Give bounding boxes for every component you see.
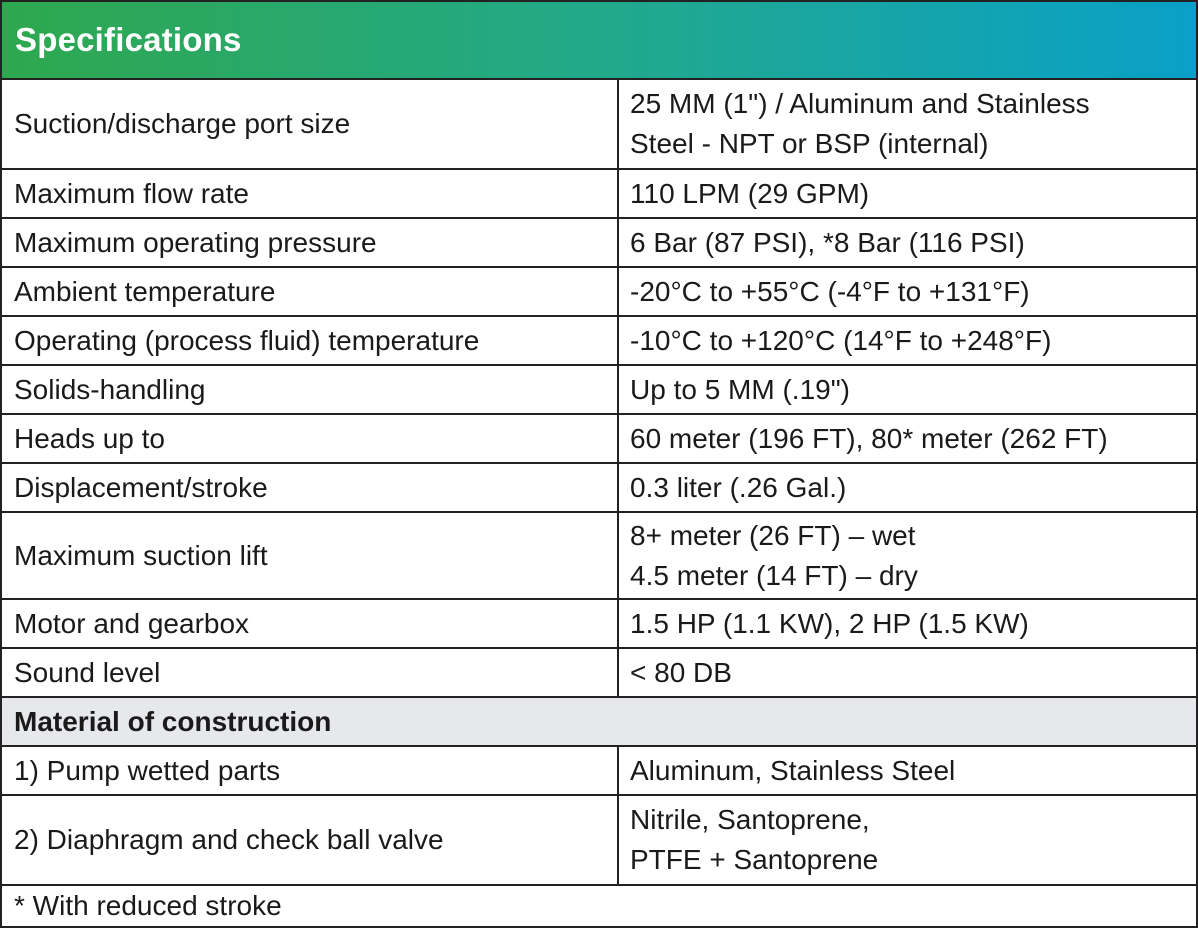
table-header xyxy=(2,2,1196,80)
spec-label: Solids-handling xyxy=(2,366,619,413)
spec-value-line: Steel - NPT or BSP (internal) xyxy=(630,128,989,159)
spec-label: Motor and gearbox xyxy=(2,600,619,647)
spec-value: -10°C to +120°C (14°F to +248°F) xyxy=(630,324,1052,356)
spec-value: 60 meter (196 FT), 80* meter (262 FT) xyxy=(630,422,1108,454)
spec-value xyxy=(619,80,1196,168)
spec-value: 0.3 liter (.26 Gal.) xyxy=(630,471,847,503)
spec-value: < 80 DB xyxy=(630,656,732,688)
spec-value: 110 LPM (29 GPM) xyxy=(630,177,870,209)
spec-label: Sound level xyxy=(2,649,619,696)
spec-value xyxy=(619,513,1196,598)
spec-value-line: 4.5 meter (14 FT) – dry xyxy=(630,559,918,591)
table-row xyxy=(2,600,1196,649)
material-value-line: Nitrile, Santoprene, xyxy=(630,804,870,835)
table-row xyxy=(2,170,1196,219)
table-row xyxy=(2,513,1196,600)
table-title: Specifications xyxy=(15,21,242,58)
spec-label: Ambient temperature xyxy=(2,268,619,315)
material-value xyxy=(619,796,1196,884)
spec-label: Maximum suction lift xyxy=(2,513,619,598)
table-row xyxy=(2,464,1196,513)
spec-label: Displacement/stroke xyxy=(2,464,619,511)
spec-value: 1.5 HP (1.1 KW), 2 HP (1.5 KW) xyxy=(630,607,1029,639)
material-label: 2) Diaphragm and check ball valve xyxy=(2,796,619,884)
spec-label: Maximum operating pressure xyxy=(2,219,619,266)
spec-value-line: 25 MM (1") / Aluminum and Stainless xyxy=(630,88,1090,119)
spec-value: Up to 5 MM (.19") xyxy=(630,373,850,405)
spec-label: Maximum flow rate xyxy=(2,170,619,217)
footnote-row xyxy=(2,886,1196,926)
table-row xyxy=(2,649,1196,698)
section-header-row xyxy=(2,698,1196,747)
spec-value: 6 Bar (87 PSI), *8 Bar (116 PSI) xyxy=(630,226,1025,258)
section-heading: Material of construction xyxy=(14,705,332,737)
table-row xyxy=(2,317,1196,366)
table-row xyxy=(2,80,1196,170)
spec-label: Heads up to xyxy=(2,415,619,462)
material-label: 1) Pump wetted parts xyxy=(2,747,619,794)
spec-label: Suction/discharge port size xyxy=(2,80,619,168)
table-row xyxy=(2,366,1196,415)
material-value-line: PTFE + Santoprene xyxy=(630,844,879,875)
spec-value: -20°C to +55°C (-4°F to +131°F) xyxy=(630,275,1030,307)
table-row xyxy=(2,747,1196,796)
table-row xyxy=(2,415,1196,464)
table-row xyxy=(2,268,1196,317)
table-row xyxy=(2,219,1196,268)
table-row xyxy=(2,796,1196,886)
footnote: * With reduced stroke xyxy=(14,890,282,921)
spec-value-line: 8+ meter (26 FT) – wet xyxy=(630,519,916,551)
spec-label: Operating (process fluid) temperature xyxy=(2,317,619,364)
material-value: Aluminum, Stainless Steel xyxy=(630,754,956,786)
